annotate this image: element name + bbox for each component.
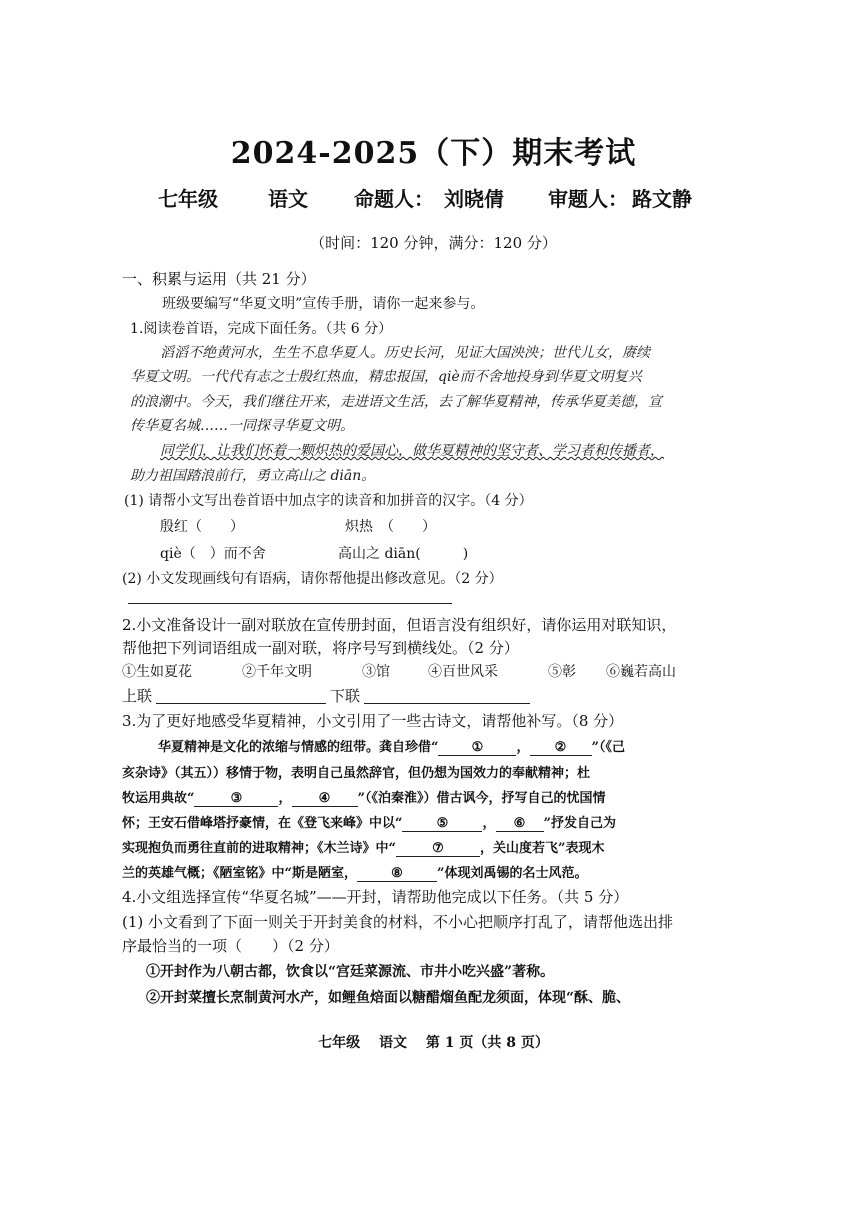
setter-name: 刘晓倩 [444, 187, 504, 211]
blank-4[interactable]: ④ [292, 791, 358, 807]
q1-prompt: 1.阅读卷首语，完成下面任务。（共 6 分） [130, 321, 393, 337]
passage-line: 传华夏名城……一同探寻华夏文明。 [130, 418, 354, 434]
blank-8[interactable]: ⑧ [357, 866, 437, 882]
q4-prompt: 4.小文组选择宣传“华夏名城”——开封，请帮助他完成以下任务。（共 5 分） [122, 888, 629, 906]
q1-word-2: 炽热 （ ） [345, 519, 436, 535]
couplet-lower-label: 下联 [330, 687, 361, 705]
q3-line [158, 736, 625, 756]
grade-label: 七年级 [158, 187, 218, 211]
q2-option: ④百世风采 [428, 664, 498, 680]
q3-line [122, 837, 604, 857]
reviewer-label: 审题人： [548, 187, 628, 211]
q4-sub1-line1: (1) 小文看到了下面一则关于开封美食的材料，不小心把顺序打乱了，请帮他选出排 [122, 913, 674, 931]
q1-word-1: 殷红（ ） [160, 519, 244, 535]
q3-line [122, 812, 616, 832]
q2-option: ③馆 [362, 664, 390, 680]
passage-line: 滔滔不绝黄河水，生生不息华夏人。历史长河，见证大国泱泱；世代儿女，赓续 [160, 345, 650, 361]
blank-6[interactable]: ⑥ [496, 816, 544, 832]
q1-sub2: (2) 小文发现画线句有语病，请你帮他提出修改意见。（2 分） [122, 571, 503, 587]
section-intro: 班级要编写“华夏文明”宣传手册，请你一起来参与。 [162, 296, 485, 312]
q4-sentence-1: ①开封作为八朝古都，饮食以“宫廷菜源流、市井小吃兴盛”著称。 [146, 964, 555, 980]
passage-line: 华夏文明。一代代有志之士殷红热血，精忠报国，qiè而不舍地投身到华夏文明复兴 [130, 369, 642, 385]
page-footer: 七年级 语文 第 1 页（共 8 页） [318, 1035, 549, 1051]
q3-text: ， [516, 740, 530, 755]
q3-text: ， [482, 816, 496, 831]
passage-line: 的浪潮中。今天，我们继往开来，走进语文生活，去了解华夏精神，传承华夏美德，宣 [130, 394, 662, 410]
setter-label: 命题人： [354, 187, 434, 211]
q1-word-3: qiè（ ）而不舍 [160, 546, 266, 562]
q2-option: ⑥巍若高山 [606, 664, 676, 680]
q1-word-4: 高山之 diān( ) [338, 546, 469, 562]
subject-label: 语文 [268, 187, 308, 211]
q2-prompt-line1: 2.小文准备设计一副对联放在宣传册封面，但语言没有组织好，请你运用对联知识， [122, 616, 677, 634]
q3-text: ”体现刘禹锡的名士风范。 [436, 866, 588, 881]
q2-option: ⑤彰 [548, 664, 576, 680]
q1-sub1: (1) 请帮小文写出卷首语中加点字的读音和加拼音的汉字。（4 分） [124, 493, 533, 509]
couplet-lower-blank[interactable] [364, 703, 530, 704]
passage-line: 助力祖国踏浪前行，勇立高山之 diān。 [130, 468, 376, 484]
q3-text: ”（《泊秦淮》）借古讽今，抒写自己的忧国情 [357, 791, 606, 806]
q3-line: 亥杂诗》（其五））移情于物，表明自己虽然辞官，但仍想为国效力的奉献精神；杜 [122, 766, 591, 781]
blank-7[interactable]: ⑦ [396, 841, 480, 857]
answer-line[interactable] [128, 603, 452, 604]
q2-prompt-line2: 帮他把下列词语组成一副对联，将序号写到横线处。（2 分） [122, 639, 519, 657]
time-info: （时间：120 分钟，满分：120 分） [310, 234, 557, 252]
q2-option: ①生如夏花 [122, 664, 192, 680]
q3-text: 华夏精神是文化的浓缩与情感的纽带。龚自珍借“ [158, 740, 439, 755]
passage-underlined-sentence: 同学们，让我们怀着一颗炽热的爱国心，做华夏精神的坚守者、学习者和传播者， [160, 443, 664, 459]
q3-text: 实现抱负而勇往直前的进取精神；《木兰诗》中“ [122, 841, 396, 856]
q3-text: 牧运用典故“ [122, 791, 195, 806]
blank-1[interactable]: ① [438, 740, 516, 756]
q2-option: ②千年文明 [242, 664, 312, 680]
q3-line [122, 787, 605, 807]
couplet-upper-label: 上联 [122, 687, 153, 705]
q4-sub1-line2: 序最恰当的一项（ ）（2 分） [122, 937, 339, 955]
couplet-upper-blank[interactable] [156, 703, 326, 704]
reviewer-name: 路文静 [632, 187, 692, 211]
q3-line [122, 862, 587, 882]
q3-text: 兰的英雄气概；《陋室铭》中“斯是陋室， [122, 866, 357, 881]
section-heading: 一、积累与运用（共 21 分） [122, 270, 316, 288]
blank-2[interactable]: ② [530, 740, 592, 756]
exam-title: 2024-2025（下）期末考试 [230, 136, 637, 171]
q3-prompt: 3.为了更好地感受华夏精神，小文引用了一些古诗文，请帮他补写。（8 分） [122, 712, 624, 730]
blank-3[interactable]: ③ [194, 791, 278, 807]
q3-text: ，关山度若飞”表现木 [479, 841, 605, 856]
q3-text: ”（《己 [591, 740, 625, 755]
blank-5[interactable]: ⑤ [402, 816, 482, 832]
q3-text: 怀；王安石借峰塔抒豪情，在《登飞来峰》中以“ [122, 816, 403, 831]
q3-text: ， [278, 791, 292, 806]
q4-sentence-2: ②开封菜擅长烹制黄河水产，如鲤鱼焙面以糖醋熘鱼配龙须面，体现“酥、脆、 [146, 990, 631, 1006]
q3-text: ”抒发自己为 [543, 816, 616, 831]
